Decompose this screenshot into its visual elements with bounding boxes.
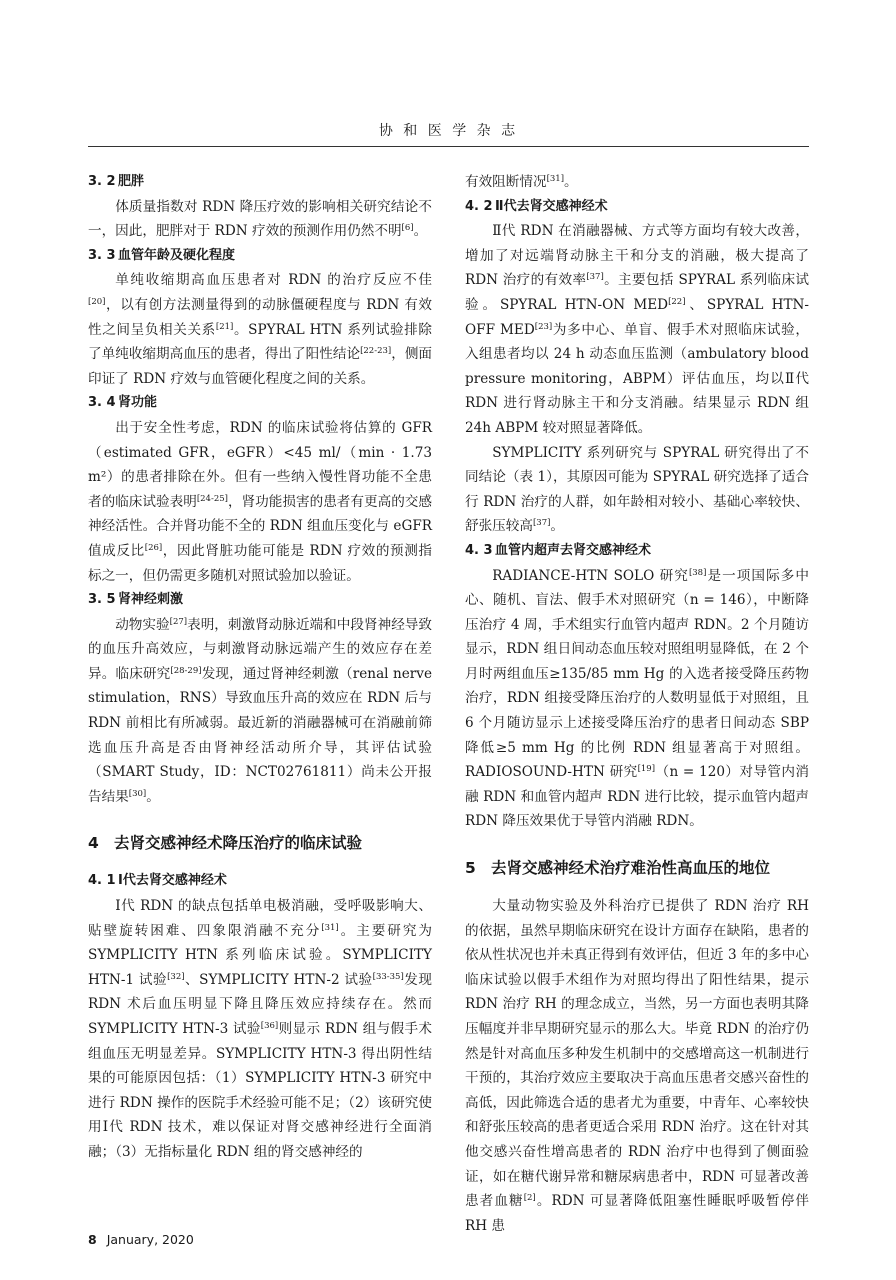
- citation-ref[interactable]: [24-25]: [196, 493, 228, 504]
- body-paragraph: [88, 268, 432, 391]
- heading-title: 去肾交感神经术降压治疗的临床试验: [114, 834, 363, 853]
- citation-ref[interactable]: [27]: [169, 616, 188, 627]
- paragraph-text: ，肾功能损害的患者有更高的交感神经活性。合并肾功能不全的 RDN 组血压变化与 eGFR 值成反比: [88, 493, 433, 559]
- journal-running-head: 协 和 医 学 杂 志: [378, 123, 519, 139]
- heading-number: 4. 2: [465, 198, 493, 214]
- body-paragraph: [465, 441, 809, 539]
- section-heading: [465, 856, 809, 880]
- citation-ref[interactable]: [32]: [167, 971, 185, 982]
- citation-ref[interactable]: [28-29]: [170, 665, 202, 676]
- body-paragraph: [88, 195, 432, 244]
- heading-number: 3. 3: [88, 247, 116, 263]
- subsection-heading: [88, 391, 432, 416]
- paragraph-text: 动物实验: [115, 616, 170, 633]
- body-paragraph: [465, 170, 809, 195]
- citation-ref[interactable]: [21]: [215, 321, 234, 332]
- header-rule: [88, 146, 809, 147]
- paragraph-text: 。主要研究为 SYMPLICITY HTN 系列临床试验。SYMPLICITY HTN-1 试验: [88, 922, 433, 988]
- heading-number: 5: [465, 859, 476, 878]
- subsection-heading: [88, 588, 432, 613]
- citation-ref[interactable]: [36]: [260, 1021, 279, 1031]
- heading-title: 肥胖: [118, 174, 145, 189]
- heading-number: 3. 4: [88, 395, 116, 411]
- heading-number: 3. 2: [88, 174, 116, 189]
- paragraph-text: SYMPLICITY 系列研究与 SPYRAL 研究得出了不同结论（表 1），其原因可能为 SPYRAL 研究选择了适合行 RDN 治疗的人群，如年龄相对较小、基础心率较快、舒张压较高: [465, 444, 809, 535]
- body-paragraph: [88, 416, 432, 588]
- paragraph-text: 出于安全性考虑，RDN 的临床试验将估算的 GFR（estimated GFR，eGFR）<45 ml/（min · 1.73 m²）的患者排除在外。但有一些纳入慢性肾功能不全患者的临床试验表明: [88, 419, 432, 510]
- paragraph-text: 单纯收缩期高血压患者对 RDN 的治疗反应不佳: [115, 272, 432, 289]
- citation-ref[interactable]: [33-35]: [372, 971, 404, 982]
- citation-ref[interactable]: [38]: [688, 567, 707, 578]
- citation-ref[interactable]: [30]: [128, 788, 147, 799]
- paragraph-text: （n = 120）对导管内消融 RDN 和血管内超声 RDN 进行比较，提示血管内超声 RDN 降压效果优于导管内消融 RDN。: [465, 764, 810, 830]
- body-paragraph: [88, 613, 432, 810]
- citation-ref[interactable]: [31]: [546, 174, 565, 184]
- citation-ref[interactable]: [23]: [534, 321, 553, 332]
- body-paragraph: [465, 219, 809, 440]
- paragraph-text: ，侧面印证了 RDN 疗效与血管硬化程度之间的关系。: [88, 346, 433, 387]
- body-paragraph: [88, 894, 432, 1165]
- paragraph-text: 为多中心、单盲、假手术对照临床试验，入组患者均以 24 h 动态血压监测（ambulatory blood pressure monitoring，ABPM）评估血压，均以Ⅱ代 RDN 进行肾动脉主干和分支消融。结果显示 RDN 组 24h ABPM 较对照显著降低。: [465, 321, 809, 436]
- left-column: [88, 170, 432, 1165]
- citation-ref[interactable]: [22-23]: [360, 346, 392, 357]
- citation-ref[interactable]: [19]: [637, 764, 656, 775]
- paragraph-text: 表明，刺激肾动脉近端和中段肾神经导致的血压升高效应，与刺激肾动脉远端产生的效应存在差异。临床研究: [88, 616, 433, 682]
- citation-ref[interactable]: [2]: [523, 1193, 536, 1204]
- citation-ref[interactable]: [26]: [144, 542, 163, 553]
- heading-number: 3. 5: [88, 592, 116, 608]
- citation-ref[interactable]: [22]: [668, 296, 686, 307]
- heading-number: 4. 1: [88, 873, 116, 889]
- paragraph-text: 是一项国际多中心、随机、盲法、假手术对照研究（n = 146），中断降压治疗 4 周，手术组实行血管内超声 RDN。2 个月随访显示，RDN 组日间动态血压较对照组明显降低，在 2 个月时两组血压≥135/85 mm Hg 的入选者接受降压药物治疗，RDN 组接受降压治疗的人数明显低于对照组，且 6 个月随访显示上述接受降压治疗的患者日间动态 SBP 降低≥5 mm Hg 的比例 RDN 组显著高于对照组。RADIOSOUND-HTN 研究: [465, 567, 810, 781]
- heading-title: Ⅱ代去肾交感神经术: [495, 198, 608, 214]
- citation-ref[interactable]: [6]: [401, 223, 414, 234]
- heading-title: 肾功能: [118, 395, 158, 411]
- section-heading: [88, 831, 432, 855]
- heading-title: Ⅰ代去肾交感神经术: [118, 873, 227, 889]
- citation-ref[interactable]: [37]: [532, 518, 551, 529]
- paragraph-text: 、SYMPLICITY HTN-2 试验: [184, 971, 373, 988]
- paragraph-text: 体质量指数对 RDN 降压疗效的影响相关研究结论不一，因此，肥胖对于 RDN 疗效的预测作用仍然不明: [88, 198, 432, 240]
- paragraph-text: 。SPYRAL HTN 系列试验排除了单纯收缩期高血压的患者，得出了阳性结论: [88, 321, 432, 363]
- heading-title: 肾神经刺激: [118, 592, 184, 608]
- subsection-heading: [88, 869, 432, 894]
- paragraph-text: 。RDN 可显著降低阻塞性睡眠呼吸暂停伴 RH 患: [465, 1193, 809, 1234]
- issue-date: January, 2020: [106, 1232, 194, 1247]
- paragraph-text: 。: [550, 518, 565, 535]
- subsection-heading: [88, 244, 432, 269]
- paragraph-text: RADIANCE-HTN SOLO 研究: [492, 567, 689, 584]
- paragraph-text: Ⅱ代 RDN 在消融器械、方式等方面均有较大改善，增加了对远端肾动脉主干和分支的消融，极大提高了 RDN 治疗的有效率: [465, 223, 809, 289]
- paragraph-text: 。: [146, 788, 160, 805]
- heading-title: 去肾交感神经术治疗难治性高血压的地位: [491, 859, 771, 878]
- page-number: 8: [88, 1232, 97, 1247]
- subsection-heading: [88, 170, 432, 195]
- citation-ref[interactable]: [31]: [321, 922, 339, 933]
- paragraph-text: 则显示 RDN 组与假手术组血压无明显差异。SYMPLICITY HTN-3 得出阴性结果的可能原因包括：（1）SYMPLICITY HTN-3 研究中进行 RDN 操作的医院手术经验可能不足；（2）该研究使用Ⅰ代 RDN 技术，难以保证对肾交感神经进行全面消融；（3）无指标量化 RDN 组的肾交感神经的: [88, 1021, 433, 1160]
- paragraph-text: 发现，通过肾神经刺激（renal nerve stimulation，RNS）导致血压升高的效应在 RDN 后与 RDN 前相比有所减弱。最近新的消融器械可在消融前筛选血压升高是否由肾神经活动所介导，其评估试验（SMART Study，ID：NCT02761811）尚未公开报告结果: [88, 665, 432, 805]
- page-footer: [88, 1232, 194, 1247]
- paragraph-text: 。: [564, 174, 578, 190]
- paragraph-text: 。主要包括 SPYRAL 系列临床试验。SPYRAL HTN-ON MED: [465, 272, 809, 313]
- heading-number: 4: [88, 834, 99, 853]
- subsection-heading: [465, 195, 809, 220]
- paragraph-text: ，因此肾脏功能可能是 RDN 疗效的预测指标之一，但仍需更多随机对照试验加以验证。: [88, 542, 433, 584]
- heading-title: 血管年龄及硬化程度: [118, 247, 236, 263]
- body-paragraph: [465, 564, 809, 835]
- citation-ref[interactable]: [37]: [586, 272, 604, 283]
- right-column: [465, 170, 809, 1238]
- heading-title: 血管内超声去肾交感神经术: [495, 542, 652, 558]
- paragraph-text: 大量动物实验及外科治疗已提供了 RDN 治疗 RH 的依据，虽然早期临床研究在设计方面存在缺陷，患者的依从性状况也并未真正得到有效评估，但近 3 年的多中心临床试验以假手术组作为对照均得出了阳性结果，提示 RDN 治疗 RH 的理念成立，当然，另一方面也表明其降压幅度并非早期研究显示的那么大。毕竟 RDN 的治疗仍然是针对高血压多种发生机制中的交感增高这一机制进行干预的，其治疗效应主要取决于高血压患者交感兴奋性的高低，因此筛选合适的患者尤为重要，中青年、心率较快和舒张压较高的患者更适合采用 RDN 治疗。这在针对其他交感兴奋性增高患者的 RDN 治疗中也得到了侧面验证，如在糖代谢异常和糖尿病患者中，RDN 可显著改善患者血糖: [465, 898, 809, 1210]
- paragraph-text: ，以有创方法测量得到的动脉僵硬程度与 RDN 有效性之间呈负相关关系: [88, 296, 432, 338]
- heading-number: 4. 3: [465, 542, 493, 558]
- citation-ref[interactable]: [20]: [88, 296, 106, 307]
- paragraph-text: 、SPYRAL HTN-OFF MED: [465, 296, 809, 338]
- paragraph-text: 发现 RDN 术后血压明显下降且降压效应持续存在。然而 SYMPLICITY HTN-3 试验: [88, 971, 432, 1037]
- paragraph-text: 。: [413, 223, 428, 240]
- paragraph-text: 有效阻断情况: [465, 174, 547, 190]
- paragraph-text: Ⅰ代 RDN 的缺点包括单电极消融，受呼吸影响大、贴壁旋转困难、四象限消融不充分: [88, 898, 432, 939]
- subsection-heading: [465, 539, 809, 564]
- body-paragraph: [465, 894, 809, 1238]
